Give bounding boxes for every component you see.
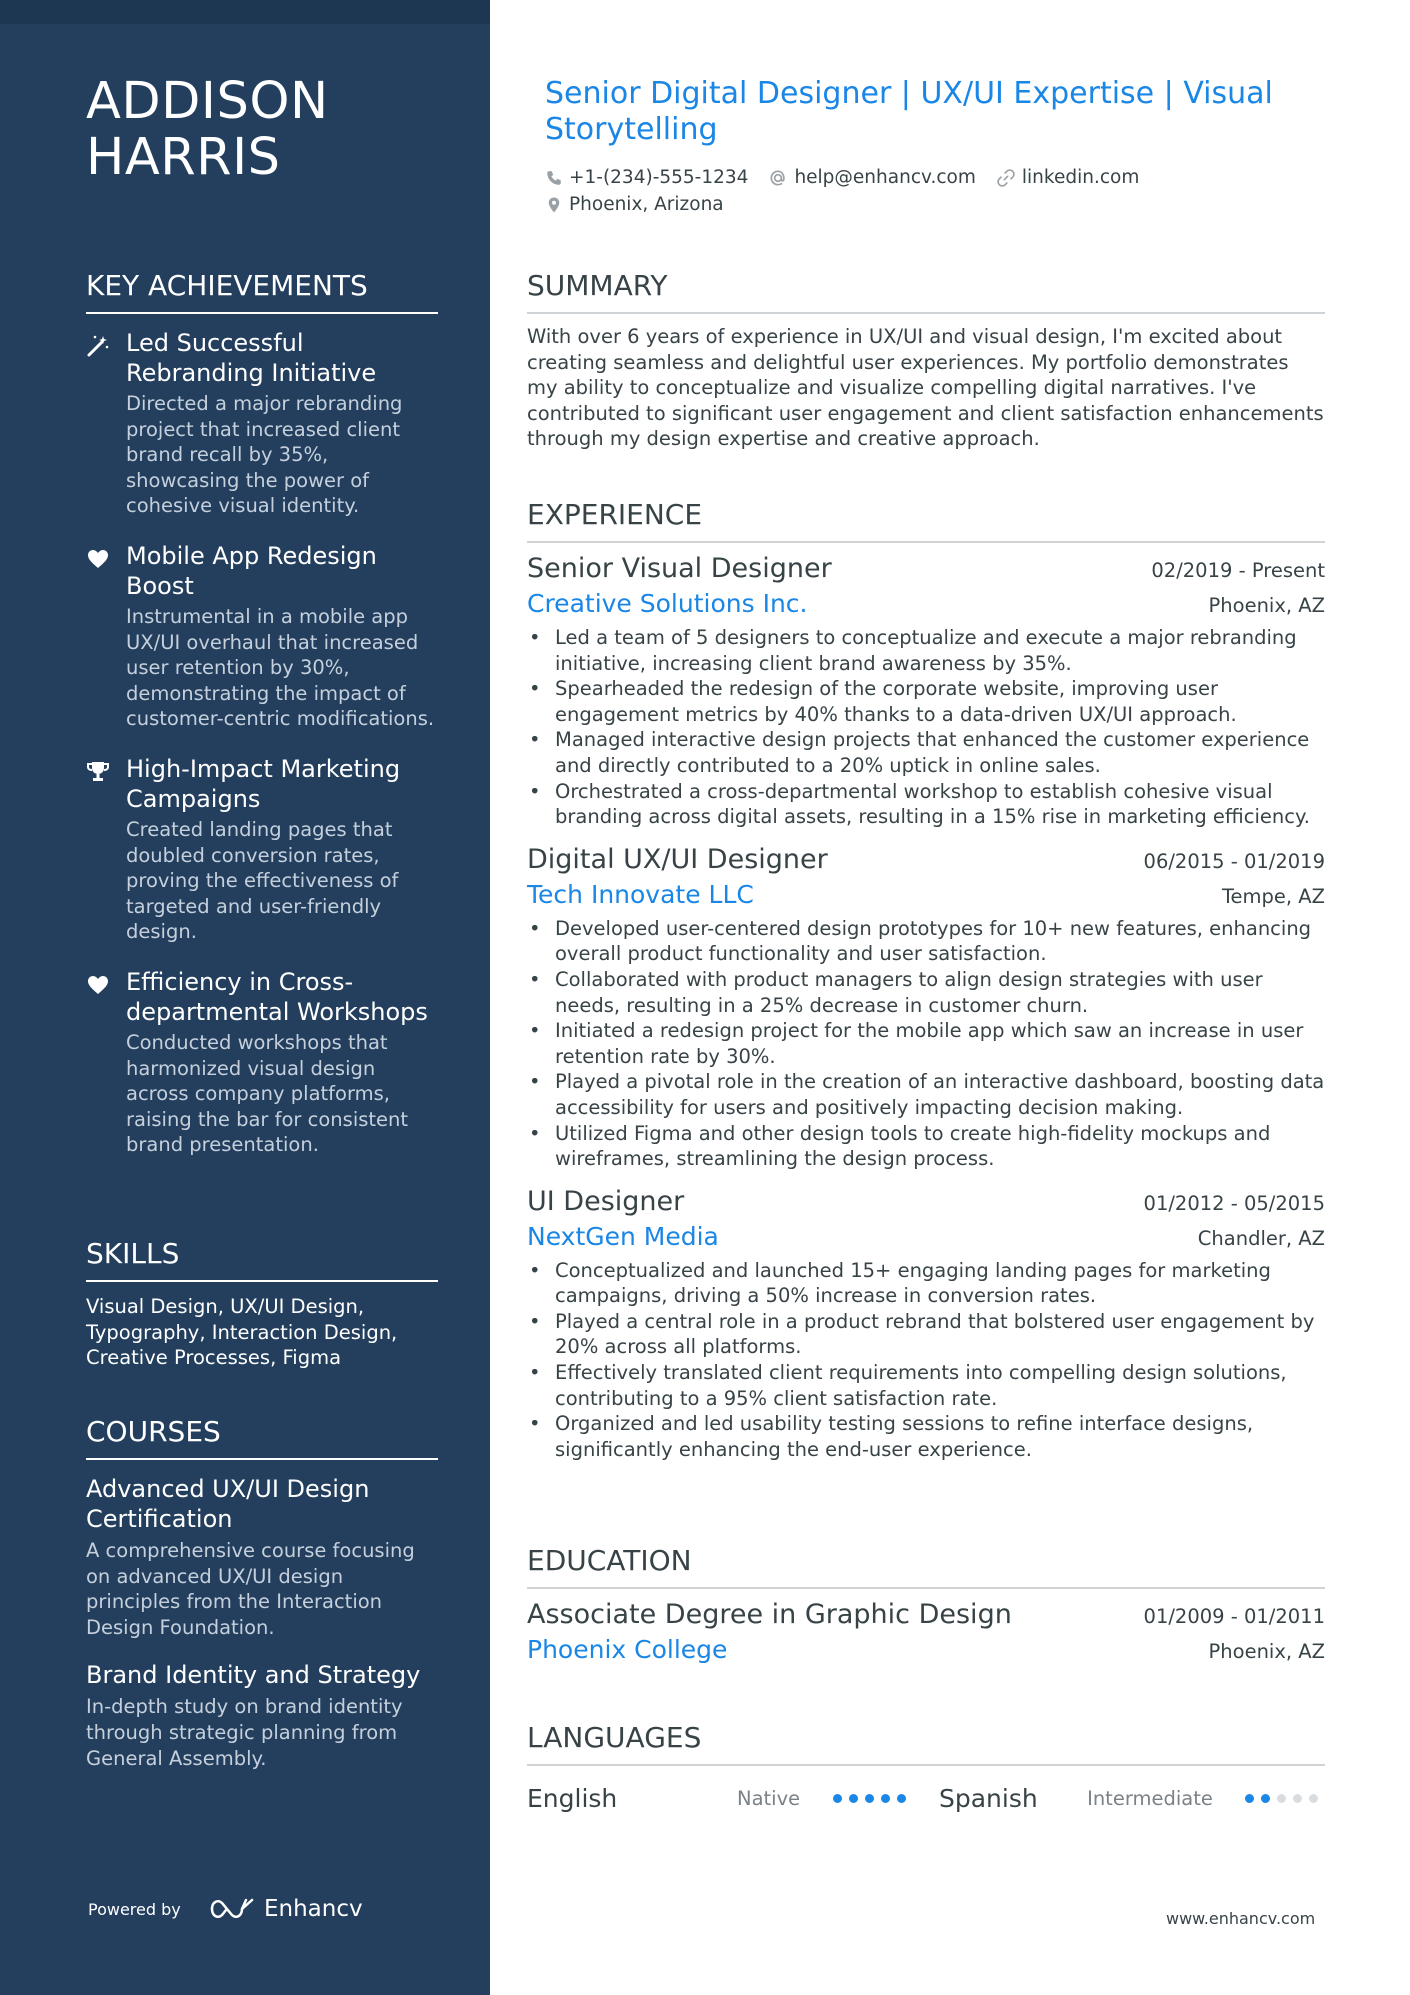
job-header (527, 1184, 1325, 1220)
sidebar-top-bar (0, 0, 490, 24)
achievements-section (86, 268, 438, 1158)
contact-info (545, 164, 1305, 218)
summary-title: SUMMARY (527, 268, 1325, 314)
job-dates: 01/2012 - 05/2015 (1143, 1191, 1325, 1215)
course-item (86, 1660, 438, 1771)
enhancv-brand: Enhancv (264, 1896, 363, 1922)
course-desc: In-depth study on brand identity through strategic planning from General Assembly. (86, 1695, 403, 1770)
achievement-desc: Conducted workshops that harmonized visual design across company platforms, raising the bar for consistent brand presentation. (126, 1030, 409, 1157)
language-rating (1245, 1794, 1325, 1803)
sidebar (0, 0, 490, 1995)
job-bullet: • Utilized Figma and other design tools to create high-fidelity mockups and wireframes, streamlining the design process. (527, 1121, 1325, 1172)
experience-title: EXPERIENCE (527, 497, 1325, 543)
achievement-title: Led Successful Rebranding Initiative (126, 329, 377, 387)
course-desc: A comprehensive course focusing on advanced UX/UI design principles from the Interaction Design Foundation. (86, 1539, 415, 1639)
job-bullet: • Conceptualized and launched 15+ engaging landing pages for marketing campaigns, driving a 50% increase in conversion rates. (527, 1258, 1325, 1309)
phone-icon (545, 169, 563, 187)
job-dates: 06/2015 - 01/2019 (1143, 849, 1325, 873)
contact-row (545, 164, 1305, 191)
achievement-item (86, 967, 438, 1158)
courses-section (86, 1414, 438, 1771)
rating-dot-filled (881, 1794, 890, 1803)
rating-dot-filled (1245, 1794, 1254, 1803)
link-icon (996, 168, 1016, 188)
headline: Senior Digital Designer | UX/UI Expertise | Visual Storytelling (545, 76, 1273, 147)
skills-section (86, 1236, 438, 1371)
degree-title: Associate Degree in Graphic Design (527, 1599, 1012, 1630)
education-section (527, 1543, 1325, 1667)
summary-text: With over 6 years of experience in UX/UI and visual design, I'm excited about creating seamless and delightful user experiences. My portfolio demonstrates my ability to conceptualize and visualize compelling digital narratives. I've contributed to significant user engagement and client satisfaction enhancements through my design expertise and creative approach. (527, 325, 1324, 451)
job-dates: 02/2019 - Present (1151, 559, 1325, 582)
footer-site[interactable]: www.enhancv.com (1166, 1909, 1316, 1928)
linkedin-item[interactable] (996, 167, 1139, 188)
language-level: Intermediate (1087, 1786, 1213, 1810)
skills-list: Visual Design, UX/UI Design, Typography, Interaction Design, Creative Processes, Figma (86, 1295, 398, 1370)
job-subheader (527, 878, 1325, 912)
rating-dot-filled (1261, 1794, 1270, 1803)
job-header (527, 551, 1325, 587)
achievement-desc: Created landing pages that doubled conversion rates, proving the effectiveness of targeted and user-friendly design. (126, 817, 399, 944)
candidate-name (86, 74, 329, 186)
job-header (527, 842, 1325, 878)
language-item (527, 1784, 939, 1813)
language-name: Spanish (939, 1783, 1038, 1813)
job-bullet: • Collaborated with product managers to align design strategies with user needs, resulting in a 25% decrease in customer churn. (527, 967, 1325, 1018)
rating-dot-empty (1309, 1794, 1318, 1803)
linkedin-text: linkedin.com (1021, 167, 1140, 188)
languages-section (527, 1720, 1325, 1816)
job-bullets (527, 916, 1325, 1172)
powered-by-label: Powered by (88, 1900, 181, 1919)
course-title: Brand Identity and Strategy (86, 1661, 421, 1690)
job-bullets (527, 1258, 1325, 1463)
education-entry (527, 1597, 1325, 1667)
job-bullet: • Played a central role in a product rebrand that bolstered user engagement by 20% across all platforms. (527, 1309, 1325, 1360)
job-entry (527, 1184, 1325, 1463)
phone-text: +1-(234)-555-1234 (569, 167, 749, 188)
job-subheader (527, 587, 1325, 621)
location-text: Phoenix, Arizona (569, 194, 724, 215)
job-bullet: • Effectively translated client requirements into compelling design solutions, contributing to a 95% client satisfaction rate. (527, 1360, 1325, 1411)
achievement-title: Efficiency in Cross-departmental Workshops (126, 967, 428, 1026)
job-location: Phoenix, AZ (1208, 594, 1325, 617)
job-bullet: • Led a team of 5 designers to conceptualize and execute a major rebranding initiative, increasing client brand awareness by 35%. (527, 625, 1325, 676)
job-location: Tempe, AZ (1221, 884, 1325, 908)
school-name: Phoenix College (527, 1635, 728, 1664)
location-item (545, 194, 724, 215)
education-subheader (527, 1633, 1325, 1667)
heart-icon (86, 547, 110, 571)
last-name: HARRIS (86, 128, 281, 187)
first-name: ADDISON (86, 72, 329, 131)
language-rating (833, 1794, 913, 1803)
languages-row (527, 1780, 1325, 1816)
job-entry (527, 842, 1325, 1172)
rating-dot-filled (849, 1794, 858, 1803)
job-entry (527, 551, 1325, 830)
school-location: Phoenix, AZ (1208, 1640, 1325, 1663)
job-title: UI Designer (527, 1185, 685, 1217)
job-bullet: • Spearheaded the redesign of the corporate website, improving user engagement metrics by 40% thanks to a data-driven UX/UI approach. (527, 676, 1325, 727)
achievement-title: Mobile App Redesign Boost (126, 541, 377, 600)
achievement-item (86, 754, 438, 945)
enhancv-logo[interactable] (208, 1896, 363, 1922)
job-title: Digital UX/UI Designer (527, 843, 828, 875)
education-header (527, 1597, 1325, 1633)
rating-dot-empty (1293, 1794, 1302, 1803)
job-bullet: • Managed interactive design projects that enhanced the customer experience and directly contributed to a 20% uptick in online sales. (527, 727, 1325, 778)
rating-dot-filled (833, 1794, 842, 1803)
job-location: Chandler, AZ (1197, 1226, 1325, 1250)
job-subheader (527, 1220, 1325, 1254)
achievement-title: High-Impact Marketing Campaigns (126, 754, 401, 813)
achievements-title: KEY ACHIEVEMENTS (86, 268, 438, 314)
job-bullet: • Developed user-centered design prototypes for 10+ new features, enhancing overall product functionality and user satisfaction. (527, 916, 1325, 967)
language-level: Native (737, 1786, 801, 1810)
enhancv-logo-icon (208, 1896, 256, 1922)
rating-dot-filled (865, 1794, 874, 1803)
magic-wand-icon (86, 334, 110, 358)
course-item (86, 1474, 438, 1640)
achievement-desc: Instrumental in a mobile app UX/UI overhaul that increased user retention by 30%, demonstrating the impact of customer-centric modifications. (126, 604, 435, 731)
job-bullets (527, 625, 1325, 830)
job-bullet: • Initiated a redesign project for the mobile app which saw an increase in user retention rate by 30%. (527, 1018, 1325, 1069)
job-company: Tech Innovate LLC (527, 879, 754, 909)
phone-item[interactable] (545, 167, 748, 188)
location-pin-icon (545, 195, 563, 215)
courses-title: COURSES (86, 1414, 438, 1460)
language-item (939, 1784, 1325, 1813)
education-title: EDUCATION (527, 1543, 1325, 1589)
skills-title: SKILLS (86, 1236, 438, 1282)
heart-icon (86, 973, 110, 997)
rating-dot-empty (1277, 1794, 1286, 1803)
job-bullet: • Organized and led usability testing sessions to refine interface designs, significantly enhancing the end-user experience. (527, 1411, 1325, 1462)
achievement-item (86, 541, 438, 732)
at-icon (768, 168, 788, 188)
trophy-icon (86, 760, 110, 784)
job-title: Senior Visual Designer (527, 553, 832, 584)
course-title: Advanced UX/UI Design Certification (86, 1475, 370, 1533)
job-bullet: • Played a pivotal role in the creation of an interactive dashboard, boosting data accessibility for users and positively impacting decision making. (527, 1069, 1325, 1120)
summary-section (527, 268, 1325, 452)
rating-dot-filled (897, 1794, 906, 1803)
job-bullet: • Orchestrated a cross-departmental workshop to establish cohesive visual branding across digital assets, resulting in a 15% rise in marketing efficiency. (527, 779, 1325, 830)
language-name: English (527, 1783, 618, 1813)
achievement-desc: Directed a major rebranding project that increased client brand recall by 35%, showcasing the power of cohesive visual identity. (126, 392, 403, 518)
contact-row (545, 191, 1305, 218)
job-company: Creative Solutions Inc. (527, 589, 808, 618)
job-company: NextGen Media (527, 1221, 719, 1251)
languages-title: LANGUAGES (527, 1720, 1325, 1766)
email-text: help@enhancv.com (794, 167, 976, 188)
email-item[interactable] (768, 167, 975, 188)
education-dates: 01/2009 - 01/2011 (1143, 1605, 1325, 1628)
experience-section (527, 497, 1325, 1462)
achievement-item (86, 328, 438, 519)
